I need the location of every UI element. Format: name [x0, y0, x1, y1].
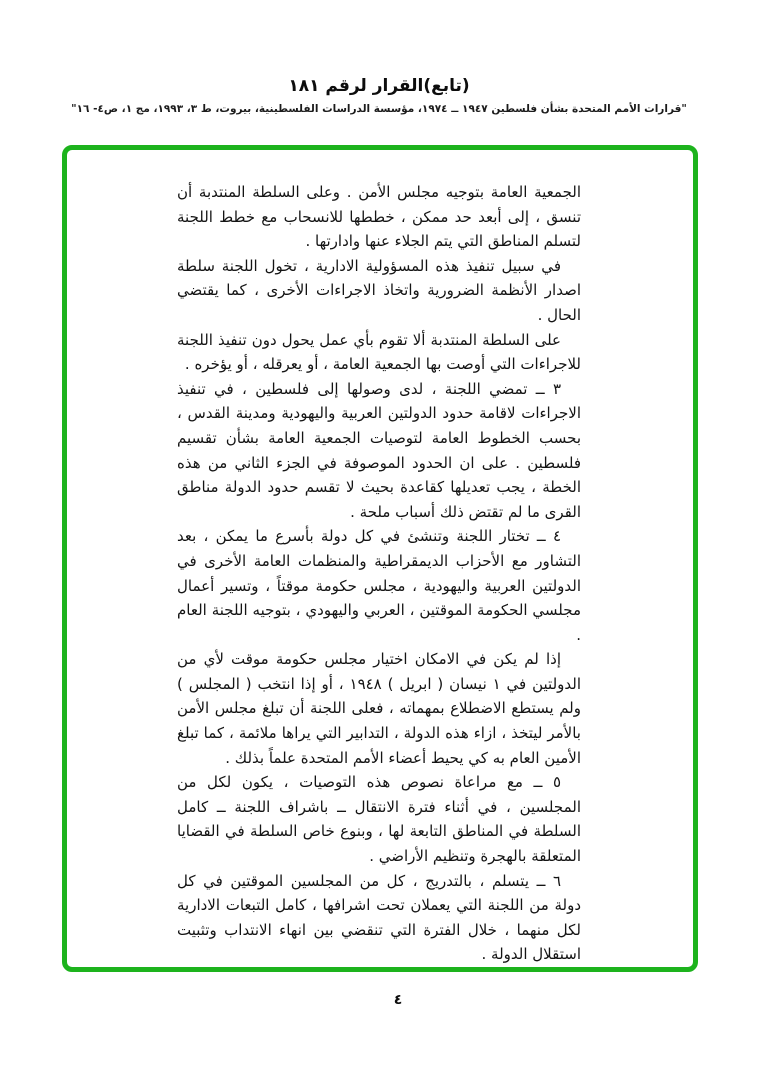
page-number: ٤: [393, 992, 403, 1008]
paragraph-item-5: ٥ ــ مع مراعاة نصوص هذه التوصيات ، يكون لكل من المجلسين ، في أثناء فترة الانتقال ــ باشراف اللجنة ــ كامل السلطة في المناطق التابعة لها ، وبنوع خاص السلطة في القضايا المتعلقة بالهجرة وتنظيم الأراضي .: [177, 773, 581, 866]
page-header: [0, 76, 758, 115]
paragraph: في سبيل تنفيذ هذه المسؤولية الادارية ، تخول اللجنة سلطة اصدار الأنظمة الضرورية واتخاذ الاجراءات الأخرى ، كما يقتضي الحال .: [177, 256, 581, 324]
paragraph: الجمعية العامة بتوجيه مجلس الأمن . وعلى السلطة المنتدبة أن تنسق ، إلى أبعد حد ممكن ، خططها للانسحاب مع خطط اللجنة لتسلم المناطق التي يتم الجلاء عنها وادارتها .: [177, 183, 581, 251]
page-title: (تابع)القرار لرقم ١٨١: [288, 76, 470, 96]
paragraph: على السلطة المنتدبة ألا تقوم بأي عمل يحول دون تنفيذ اللجنة للاجراءات التي أوصت بها الجمعية العامة ، أو يعرقله ، أو يؤخره .: [177, 330, 581, 374]
paragraph-item-4: ٤ ــ تختار اللجنة وتنشئ في كل دولة بأسرع ما يمكن ، بعد التشاور مع الأحزاب الديمقراطية والمنظمات العامة الأخرى في الدولتين العربية واليهودية ، مجلس حكومة موقتاً ، وتسير أعمال مجلسي الحكومة الموقتين ، العربي واليهودي ، بتوجيه اللجنة العام .: [177, 527, 581, 644]
paragraph: إذا لم يكن في الامكان اختيار مجلس حكومة موقت لأي من الدولتين في ١ نيسان ( ابريل ) ١٩٤٨ ، أو إذا انتخب ( المجلس ) ولم يستطع الاضطلاع بمهماته ، فعلى اللجنة أن تبلغ مجلس الأمن بالأمر ليتخذ ، ازاء هذه الدولة ، التدابير التي يراها ملائمة ، كما تبلغ الأمين العام به كي يحيط أعضاء الأمم المتحدة علماً بذلك .: [177, 650, 581, 767]
citation-line: "قرارات الأمم المتحدة بشأن فلسطين ١٩٤٧ ــ ١٩٧٤، مؤسسة الدراسات الفلسطينية، بيروت، ط ٣، ١٩٩٣، مج ١، ص٤- ١٦": [71, 103, 687, 115]
document-body: [177, 180, 581, 967]
paragraph-item-3: ٣ ــ تمضي اللجنة ، لدى وصولها إلى فلسطين ، في تنفيذ الاجراءات لاقامة حدود الدولتين العربية واليهودية ومدينة القدس ، بحسب الخطوط العامة لتوصيات الجمعية العامة بشأن تقسيم فلسطين . على ان الحدود الموصوفة في الجزء الثاني من هذه الخطة ، يجب تعديلها كقاعدة بحيث لا تقسم حدود الدولة مناطق القرى ما لم تقتض ذلك أسباب ملحة .: [177, 379, 581, 521]
paragraph-item-6: ٦ ــ يتسلم ، بالتدريج ، كل من المجلسين الموقتين في كل دولة من اللجنة التي يعملان تحت اشرافها ، كامل التبعات الادارية لكل منهما ، خلال الفترة التي تنقضي بين انهاء الانتداب وتثبيت استقلال الدولة .: [177, 871, 581, 964]
